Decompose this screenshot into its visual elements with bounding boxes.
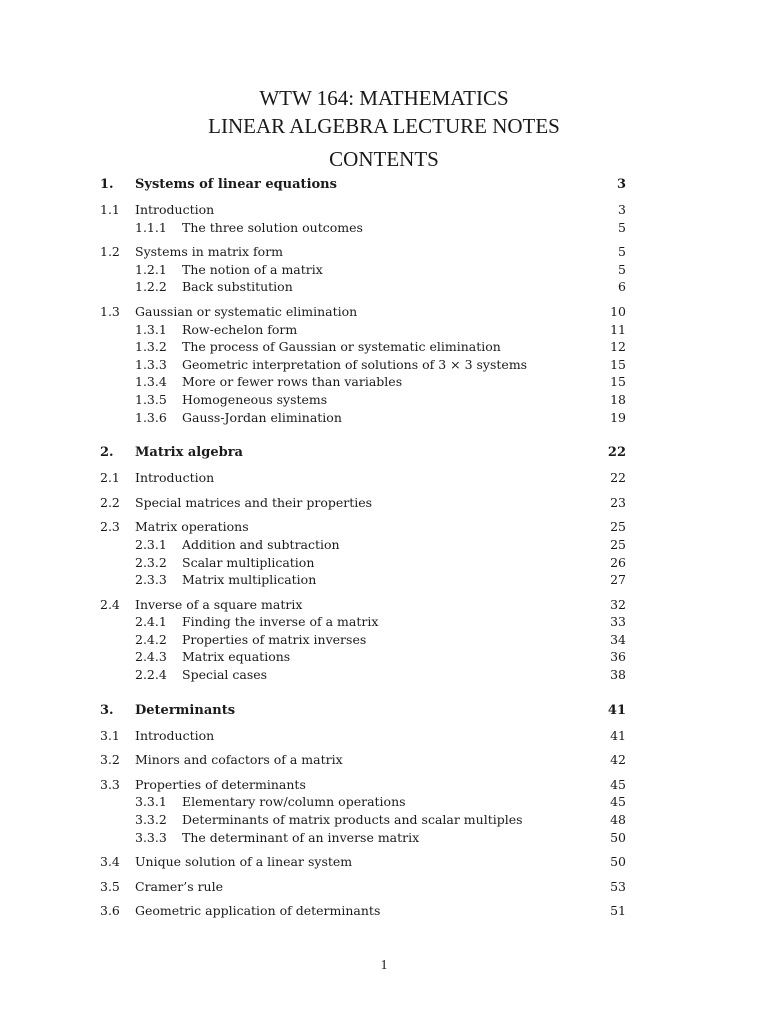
toc-section [100, 494, 626, 512]
toc-chapter-heading-num: 2. [100, 445, 114, 461]
toc-section-group [100, 518, 626, 588]
toc-section [100, 751, 626, 769]
toc-subsection-page-number: 33 [610, 614, 626, 630]
toc-section-page-number: 53 [610, 878, 626, 894]
toc-section-title: Special matrices and their properties [135, 494, 373, 510]
toc-section [100, 518, 626, 536]
toc-chapter-heading-title: Systems of linear equations [135, 177, 337, 192]
toc-section-group [100, 303, 626, 426]
toc-subsection-title: Special cases [182, 667, 268, 683]
toc-section-title: Introduction [135, 470, 215, 486]
contents-heading: CONTENTS [329, 147, 439, 171]
toc-section-group [100, 243, 626, 296]
toc-subsection [100, 391, 626, 409]
toc-subsection [100, 829, 626, 847]
toc-subsection-title: Elementary row/column operations [182, 794, 406, 810]
toc-subsection-num: 2.4.1 [135, 614, 167, 630]
toc-subsection-num: 2.3.3 [135, 572, 167, 588]
toc-subsection-num: 3.3.1 [135, 794, 167, 810]
toc-subsection-title: Finding the inverse of a matrix [182, 614, 379, 630]
toc-subsection-page-number: 15 [610, 374, 626, 390]
toc-chapter [100, 700, 626, 920]
toc-section-num: 3.1 [100, 727, 120, 743]
toc-subsection-num: 1.3.4 [135, 374, 167, 390]
toc-subsection [100, 811, 626, 829]
toc-subsection-title: Homogeneous systems [182, 391, 328, 407]
toc-section-group [100, 751, 626, 769]
toc-subsection-num: 1.3.1 [135, 321, 167, 337]
toc-section-group [100, 201, 626, 236]
toc-section-group [100, 596, 626, 684]
toc-subsection-page-number: 15 [610, 356, 626, 372]
toc-section-title: Unique solution of a linear system [135, 854, 353, 870]
toc-subsection-num: 3.3.2 [135, 812, 167, 828]
toc-subsection-num: 2.2.4 [135, 667, 167, 683]
toc-chapter [100, 174, 626, 426]
toc-section-page-number: 22 [610, 470, 626, 486]
toc-section-page-number: 10 [610, 303, 626, 319]
toc-chapter-heading-title: Matrix algebra [135, 445, 243, 461]
toc-section-num: 2.3 [100, 519, 120, 535]
toc-section-num: 3.2 [100, 752, 120, 768]
toc-subsection [100, 219, 626, 237]
toc-chapter-heading-page-number: 22 [607, 445, 626, 461]
toc-subsection-page-number: 26 [610, 554, 626, 570]
toc-subsection-title: Determinants of matrix products and scalar multiples [182, 812, 523, 828]
toc-section-group [100, 776, 626, 846]
toc-section-title: Gaussian or systematic elimination [135, 303, 358, 319]
toc-section-num: 3.6 [100, 903, 120, 919]
toc-subsection [100, 631, 626, 649]
toc-subsection-page-number: 45 [610, 794, 626, 810]
toc-subsection [100, 648, 626, 666]
toc-section-num: 2.1 [100, 470, 120, 486]
toc-subsection [100, 278, 626, 296]
toc-section [100, 853, 626, 871]
toc-subsection [100, 666, 626, 684]
toc-section-group [100, 727, 626, 745]
table-of-contents [100, 174, 626, 936]
toc-subsection-num: 1.3.6 [135, 409, 167, 425]
toc-section-num: 1.3 [100, 303, 120, 319]
toc-chapter-heading [100, 442, 626, 464]
toc-chapter-heading-title: Determinants [135, 702, 236, 718]
toc-section-title: Systems in matrix form [135, 244, 284, 260]
toc-subsection [100, 793, 626, 811]
toc-section [100, 201, 626, 219]
toc-section-page-number: 50 [610, 854, 626, 870]
toc-section-num: 1.2 [100, 244, 120, 260]
toc-subsection-title: Row-echelon form [182, 321, 298, 337]
toc-subsection [100, 373, 626, 391]
toc-section-group [100, 469, 626, 487]
toc-section-page-number: 23 [610, 494, 626, 510]
toc-subsection [100, 613, 626, 631]
toc-subsection-title: Matrix multiplication [182, 572, 317, 588]
toc-section-title: Properties of determinants [135, 776, 306, 792]
toc-section-group [100, 494, 626, 512]
toc-section-num: 3.4 [100, 854, 120, 870]
toc-subsection-page-number: 34 [610, 631, 626, 647]
toc-subsection [100, 338, 626, 356]
toc-section-group [100, 853, 626, 871]
toc-subsection-page-number: 38 [610, 667, 626, 683]
toc-section-num: 1.1 [100, 202, 120, 217]
toc-subsection-num: 1.2.1 [135, 261, 167, 277]
notes-title: LINEAR ALGEBRA LECTURE NOTES [208, 114, 560, 138]
toc-section-group [100, 878, 626, 896]
toc-section-page-number: 3 [618, 202, 626, 217]
toc-subsection-page-number: 18 [610, 391, 626, 407]
toc-section-title: Matrix operations [135, 519, 249, 535]
toc-section-num: 2.2 [100, 494, 120, 510]
toc-subsection [100, 571, 626, 589]
toc-subsection-title: The notion of a matrix [182, 261, 323, 277]
toc-subsection-page-number: 50 [610, 829, 626, 845]
toc-subsection-title: Matrix equations [182, 649, 291, 665]
toc-subsection-title: Properties of matrix inverses [182, 631, 367, 647]
toc-section-title: Geometric application of determinants [135, 903, 381, 919]
toc-section-page-number: 42 [610, 752, 626, 768]
toc-chapter [100, 442, 626, 684]
toc-subsection-title: More or fewer rows than variables [182, 374, 403, 390]
toc-subsection-page-number: 25 [610, 536, 626, 552]
toc-section-page-number: 51 [610, 903, 626, 919]
toc-section-page-number: 45 [610, 776, 626, 792]
toc-chapter-heading-num: 3. [100, 702, 114, 718]
toc-subsection-title: The determinant of an inverse matrix [182, 829, 420, 845]
toc-subsection [100, 356, 626, 374]
toc-section-page-number: 32 [610, 596, 626, 612]
toc-subsection-page-number: 5 [618, 261, 626, 277]
toc-section [100, 727, 626, 745]
toc-subsection [100, 554, 626, 572]
toc-subsection-num: 1.3.2 [135, 339, 167, 355]
toc-subsection-page-number: 19 [610, 409, 626, 425]
toc-subsection [100, 261, 626, 279]
toc-subsection-num: 2.4.2 [135, 631, 167, 647]
toc-section-title: Inverse of a square matrix [135, 596, 303, 612]
toc-chapter-heading-page-number: 41 [607, 702, 626, 718]
toc-subsection-num: 3.3.3 [135, 829, 167, 845]
toc-subsection-num: 1.1.1 [135, 219, 167, 235]
toc-section-num: 3.5 [100, 878, 120, 894]
toc-section [100, 596, 626, 614]
toc-section [100, 469, 626, 487]
toc-subsection [100, 409, 626, 427]
toc-subsection-title: Gauss-Jordan elimination [182, 409, 342, 425]
toc-subsection-page-number: 6 [618, 279, 626, 295]
toc-section [100, 243, 626, 261]
toc-section-num: 2.4 [100, 596, 120, 612]
toc-section [100, 776, 626, 794]
document-title-block [0, 84, 768, 173]
toc-chapter-heading [100, 174, 626, 196]
toc-subsection [100, 536, 626, 554]
toc-chapter-heading-num: 1. [100, 177, 114, 192]
toc-subsection-page-number: 5 [618, 219, 626, 235]
toc-section-title: Minors and cofactors of a matrix [135, 752, 343, 768]
toc-subsection-num: 2.4.3 [135, 649, 167, 665]
toc-subsection-page-number: 11 [610, 321, 626, 337]
toc-chapter-heading-page-number: 3 [616, 177, 626, 192]
toc-section-title: Cramer’s rule [135, 878, 224, 894]
toc-subsection-title: The three solution outcomes [182, 219, 363, 235]
toc-subsection-title: Geometric interpretation of solutions of 3 × 3 systems [182, 356, 528, 372]
toc-subsection-title: The process of Gaussian or systematic elimination [182, 339, 501, 355]
toc-section [100, 303, 626, 321]
toc-subsection-num: 1.2.2 [135, 279, 167, 295]
toc-subsection-title: Addition and subtraction [182, 536, 340, 552]
toc-section [100, 902, 626, 920]
toc-section-group [100, 902, 626, 920]
toc-section-num: 3.3 [100, 776, 120, 792]
toc-subsection-title: Back substitution [182, 279, 293, 295]
toc-chapter-heading [100, 700, 626, 722]
toc-section-page-number: 41 [610, 727, 626, 743]
toc-subsection-page-number: 12 [610, 339, 626, 355]
toc-subsection-num: 2.3.1 [135, 536, 167, 552]
toc-subsection-page-number: 48 [610, 812, 626, 828]
toc-subsection-num: 1.3.3 [135, 356, 167, 372]
toc-section-page-number: 25 [610, 519, 626, 535]
toc-section-page-number: 5 [618, 244, 626, 260]
toc-subsection-num: 1.3.5 [135, 391, 167, 407]
toc-subsection-page-number: 27 [610, 572, 626, 588]
toc-section [100, 878, 626, 896]
course-title: WTW 164: MATHEMATICS [259, 86, 509, 110]
toc-section-title: Introduction [135, 202, 215, 217]
toc-subsection-page-number: 36 [610, 649, 626, 665]
toc-section-title: Introduction [135, 727, 215, 743]
page-number: 1 [380, 958, 388, 973]
toc-subsection [100, 321, 626, 339]
toc-subsection-title: Scalar multiplication [182, 554, 315, 570]
toc-subsection-num: 2.3.2 [135, 554, 167, 570]
